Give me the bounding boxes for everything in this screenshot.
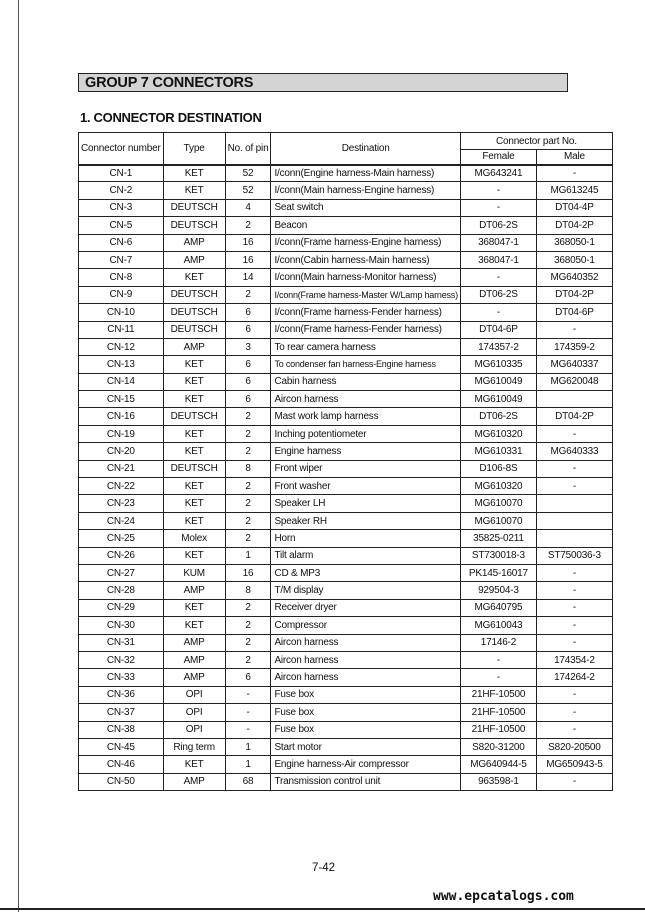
cell-pins: 2 <box>225 408 271 425</box>
cell-destination: To rear camera harness <box>271 338 460 355</box>
cell-male: DT04-2P <box>536 286 612 303</box>
cell-type: KET <box>163 391 225 408</box>
cell-destination: CD & MP3 <box>271 564 460 581</box>
cell-type: KET <box>163 165 225 182</box>
table-row <box>79 721 613 738</box>
cell-connector: CN-30 <box>79 617 164 634</box>
header-part-no: Connector part No. <box>460 133 612 150</box>
cell-destination: Aircon harness <box>271 669 460 686</box>
cell-pins: 16 <box>225 564 271 581</box>
table-row <box>79 686 613 703</box>
cell-female: MG640795 <box>460 599 536 616</box>
cell-female: 368047-1 <box>460 251 536 268</box>
cell-pins: 8 <box>225 460 271 477</box>
cell-male: MG650943-5 <box>536 756 612 773</box>
cell-connector: CN-6 <box>79 234 164 251</box>
cell-male: - <box>536 599 612 616</box>
cell-pins: 2 <box>225 286 271 303</box>
cell-connector: CN-15 <box>79 391 164 408</box>
cell-pins: 6 <box>225 373 271 390</box>
cell-male: - <box>536 478 612 495</box>
cell-type: DEUTSCH <box>163 286 225 303</box>
cell-female: 21HF-10500 <box>460 704 536 721</box>
cell-destination: I/conn(Frame harness-Fender harness) <box>271 321 460 338</box>
cell-female: MG643241 <box>460 165 536 182</box>
cell-destination: Receiver dryer <box>271 599 460 616</box>
header-connector-number: Connector number <box>79 133 164 165</box>
cell-male: MG620048 <box>536 373 612 390</box>
cell-connector: CN-45 <box>79 738 164 755</box>
cell-female: MG610331 <box>460 443 536 460</box>
cell-connector: CN-28 <box>79 582 164 599</box>
table-row <box>79 738 613 755</box>
cell-male: - <box>536 425 612 442</box>
cell-connector: CN-50 <box>79 773 164 790</box>
cell-connector: CN-23 <box>79 495 164 512</box>
cell-destination: Seat switch <box>271 199 460 216</box>
table-row <box>79 234 613 251</box>
cell-connector: CN-25 <box>79 530 164 547</box>
cell-destination: Front washer <box>271 478 460 495</box>
cell-type: OPI <box>163 686 225 703</box>
cell-pins: 2 <box>225 443 271 460</box>
cell-connector: CN-8 <box>79 269 164 286</box>
cell-pins: 6 <box>225 391 271 408</box>
cell-pins: 2 <box>225 634 271 651</box>
cell-type: AMP <box>163 773 225 790</box>
cell-destination: Speaker LH <box>271 495 460 512</box>
cell-type: KET <box>163 269 225 286</box>
cell-pins: 2 <box>225 495 271 512</box>
header-male: Male <box>536 150 612 165</box>
cell-type: AMP <box>163 669 225 686</box>
cell-female: 35825-0211 <box>460 530 536 547</box>
cell-type: Molex <box>163 530 225 547</box>
cell-male: - <box>536 564 612 581</box>
header-no-of-pin: No. of pin <box>225 133 271 165</box>
cell-destination: Aircon harness <box>271 391 460 408</box>
cell-type: AMP <box>163 251 225 268</box>
table-row <box>79 373 613 390</box>
cell-female: 963598-1 <box>460 773 536 790</box>
cell-destination: Compressor <box>271 617 460 634</box>
cell-connector: CN-1 <box>79 165 164 182</box>
connector-table <box>78 132 613 791</box>
cell-connector: CN-12 <box>79 338 164 355</box>
cell-female: 174357-2 <box>460 338 536 355</box>
cell-pins: 68 <box>225 773 271 790</box>
cell-female: 929504-3 <box>460 582 536 599</box>
cell-female: MG610070 <box>460 495 536 512</box>
cell-female: MG610049 <box>460 391 536 408</box>
cell-male: MG640337 <box>536 356 612 373</box>
cell-type: DEUTSCH <box>163 199 225 216</box>
table-row <box>79 704 613 721</box>
cell-type: KET <box>163 512 225 529</box>
cell-type: KET <box>163 182 225 199</box>
cell-destination: Engine harness <box>271 443 460 460</box>
table-row <box>79 165 613 182</box>
cell-male: DT04-2P <box>536 408 612 425</box>
cell-connector: CN-33 <box>79 669 164 686</box>
cell-female: 21HF-10500 <box>460 686 536 703</box>
table-row <box>79 408 613 425</box>
cell-male: - <box>536 721 612 738</box>
cell-male <box>536 495 612 512</box>
cell-type: OPI <box>163 704 225 721</box>
cell-pins: 16 <box>225 234 271 251</box>
cell-connector: CN-46 <box>79 756 164 773</box>
cell-destination: Fuse box <box>271 704 460 721</box>
cell-male: DT04-6P <box>536 304 612 321</box>
cell-destination: Aircon harness <box>271 651 460 668</box>
cell-type: KET <box>163 478 225 495</box>
cell-connector: CN-26 <box>79 547 164 564</box>
cell-connector: CN-19 <box>79 425 164 442</box>
cell-connector: CN-36 <box>79 686 164 703</box>
table-row <box>79 286 613 303</box>
cell-female: 17146-2 <box>460 634 536 651</box>
cell-type: AMP <box>163 234 225 251</box>
cell-male: - <box>536 165 612 182</box>
cell-pins: 2 <box>225 217 271 234</box>
cell-female: - <box>460 269 536 286</box>
cell-type: AMP <box>163 582 225 599</box>
cell-pins: 6 <box>225 321 271 338</box>
table-row <box>79 269 613 286</box>
cell-pins: 6 <box>225 356 271 373</box>
table-row <box>79 669 613 686</box>
cell-female: D106-8S <box>460 460 536 477</box>
table-row <box>79 530 613 547</box>
table-row <box>79 478 613 495</box>
cell-connector: CN-7 <box>79 251 164 268</box>
cell-female: 21HF-10500 <box>460 721 536 738</box>
cell-pins: - <box>225 686 271 703</box>
cell-connector: CN-22 <box>79 478 164 495</box>
cell-destination: I/conn(Main harness-Engine harness) <box>271 182 460 199</box>
table-row <box>79 460 613 477</box>
cell-male: DT04-2P <box>536 217 612 234</box>
cell-destination: Speaker RH <box>271 512 460 529</box>
cell-pins: - <box>225 721 271 738</box>
cell-pins: 16 <box>225 251 271 268</box>
cell-connector: CN-14 <box>79 373 164 390</box>
table-row <box>79 634 613 651</box>
table-row <box>79 391 613 408</box>
table-row <box>79 304 613 321</box>
table-row <box>79 182 613 199</box>
cell-male: MG640333 <box>536 443 612 460</box>
cell-pins: 6 <box>225 669 271 686</box>
cell-male: 174354-2 <box>536 651 612 668</box>
left-margin-line <box>18 0 19 912</box>
cell-male: S820-20500 <box>536 738 612 755</box>
cell-connector: CN-29 <box>79 599 164 616</box>
cell-pins: 2 <box>225 599 271 616</box>
cell-female: DT06-2S <box>460 286 536 303</box>
cell-connector: CN-32 <box>79 651 164 668</box>
cell-male: - <box>536 617 612 634</box>
cell-female: 368047-1 <box>460 234 536 251</box>
cell-type: Ring term <box>163 738 225 755</box>
cell-male <box>536 512 612 529</box>
cell-destination: Tilt alarm <box>271 547 460 564</box>
cell-destination: I/conn(Frame harness-Engine harness) <box>271 234 460 251</box>
table-row <box>79 338 613 355</box>
cell-male: - <box>536 321 612 338</box>
cell-pins: 6 <box>225 304 271 321</box>
cell-pins: 2 <box>225 478 271 495</box>
cell-male: 174264-2 <box>536 669 612 686</box>
cell-pins: 3 <box>225 338 271 355</box>
section-title: 1. CONNECTOR DESTINATION <box>80 110 262 125</box>
cell-type: DEUTSCH <box>163 408 225 425</box>
cell-destination: I/conn(Engine harness-Main harness) <box>271 165 460 182</box>
cell-female: DT04-6P <box>460 321 536 338</box>
cell-connector: CN-37 <box>79 704 164 721</box>
cell-female: MG610070 <box>460 512 536 529</box>
cell-connector: CN-20 <box>79 443 164 460</box>
cell-type: KET <box>163 356 225 373</box>
cell-female: PK145-16017 <box>460 564 536 581</box>
cell-male: ST750036-3 <box>536 547 612 564</box>
cell-type: AMP <box>163 634 225 651</box>
page-number: 7-42 <box>312 862 336 874</box>
cell-male <box>536 530 612 547</box>
table-row <box>79 599 613 616</box>
table-row <box>79 512 613 529</box>
cell-type: KET <box>163 617 225 634</box>
cell-connector: CN-3 <box>79 199 164 216</box>
cell-female: MG610320 <box>460 478 536 495</box>
cell-male: 368050-1 <box>536 234 612 251</box>
table-row <box>79 251 613 268</box>
table-row <box>79 651 613 668</box>
cell-male: - <box>536 686 612 703</box>
cell-pins: - <box>225 704 271 721</box>
table-row <box>79 217 613 234</box>
cell-type: DEUTSCH <box>163 460 225 477</box>
cell-female: MG610049 <box>460 373 536 390</box>
cell-destination: T/M display <box>271 582 460 599</box>
cell-pins: 1 <box>225 738 271 755</box>
table-row <box>79 582 613 599</box>
cell-type: DEUTSCH <box>163 321 225 338</box>
table-row <box>79 756 613 773</box>
table-row <box>79 443 613 460</box>
cell-type: KET <box>163 373 225 390</box>
cell-connector: CN-21 <box>79 460 164 477</box>
cell-type: AMP <box>163 651 225 668</box>
cell-type: DEUTSCH <box>163 217 225 234</box>
table-row <box>79 617 613 634</box>
cell-type: KET <box>163 547 225 564</box>
cell-pins: 52 <box>225 165 271 182</box>
table-row <box>79 564 613 581</box>
cell-female: - <box>460 304 536 321</box>
cell-female: MG640944-5 <box>460 756 536 773</box>
cell-destination: I/conn(Frame harness-Fender harness) <box>271 304 460 321</box>
cell-pins: 2 <box>225 651 271 668</box>
cell-pins: 14 <box>225 269 271 286</box>
cell-male <box>536 391 612 408</box>
cell-type: KUM <box>163 564 225 581</box>
cell-male: - <box>536 773 612 790</box>
table-row <box>79 547 613 564</box>
cell-female: MG610335 <box>460 356 536 373</box>
cell-connector: CN-13 <box>79 356 164 373</box>
cell-male: - <box>536 460 612 477</box>
cell-male: MG613245 <box>536 182 612 199</box>
cell-destination: Start motor <box>271 738 460 755</box>
cell-type: KET <box>163 443 225 460</box>
header-destination: Destination <box>271 133 460 165</box>
cell-female: DT06-2S <box>460 408 536 425</box>
cell-female: - <box>460 182 536 199</box>
table-row <box>79 495 613 512</box>
cell-destination: Aircon harness <box>271 634 460 651</box>
cell-male: - <box>536 582 612 599</box>
cell-connector: CN-24 <box>79 512 164 529</box>
cell-destination: I/conn(Frame harness-Master W/Lamp harness) <box>271 286 460 303</box>
cell-connector: CN-38 <box>79 721 164 738</box>
cell-type: KET <box>163 495 225 512</box>
cell-female: MG610320 <box>460 425 536 442</box>
cell-destination: Beacon <box>271 217 460 234</box>
cell-destination: Front wiper <box>271 460 460 477</box>
cell-pins: 1 <box>225 547 271 564</box>
cell-connector: CN-5 <box>79 217 164 234</box>
cell-destination: Inching potentiometer <box>271 425 460 442</box>
cell-type: KET <box>163 425 225 442</box>
cell-connector: CN-31 <box>79 634 164 651</box>
table-row <box>79 425 613 442</box>
table-row <box>79 199 613 216</box>
cell-type: OPI <box>163 721 225 738</box>
cell-pins: 1 <box>225 756 271 773</box>
cell-connector: CN-9 <box>79 286 164 303</box>
cell-pins: 8 <box>225 582 271 599</box>
cell-male: DT04-4P <box>536 199 612 216</box>
cell-pins: 2 <box>225 425 271 442</box>
cell-connector: CN-10 <box>79 304 164 321</box>
cell-male: 368050-1 <box>536 251 612 268</box>
cell-female: DT06-2S <box>460 217 536 234</box>
cell-destination: Cabin harness <box>271 373 460 390</box>
table-row <box>79 773 613 790</box>
cell-destination: Transmission control unit <box>271 773 460 790</box>
cell-destination: I/conn(Cabin harness-Main harness) <box>271 251 460 268</box>
cell-female: - <box>460 199 536 216</box>
connector-rows <box>79 165 613 791</box>
cell-female: ST730018-3 <box>460 547 536 564</box>
cell-destination: I/conn(Main harness-Monitor harness) <box>271 269 460 286</box>
bottom-rule <box>0 908 645 910</box>
cell-female: - <box>460 651 536 668</box>
cell-type: KET <box>163 599 225 616</box>
cell-destination: Horn <box>271 530 460 547</box>
cell-destination: Engine harness-Air compressor <box>271 756 460 773</box>
cell-male: 174359-2 <box>536 338 612 355</box>
cell-female: MG610043 <box>460 617 536 634</box>
cell-male: MG640352 <box>536 269 612 286</box>
cell-destination: To condenser fan harness-Engine harness <box>271 356 460 373</box>
cell-female: S820-31200 <box>460 738 536 755</box>
cell-destination: Mast work lamp harness <box>271 408 460 425</box>
cell-female: - <box>460 669 536 686</box>
table-row <box>79 356 613 373</box>
header-type: Type <box>163 133 225 165</box>
cell-connector: CN-11 <box>79 321 164 338</box>
header-female: Female <box>460 150 536 165</box>
cell-type: AMP <box>163 338 225 355</box>
cell-connector: CN-27 <box>79 564 164 581</box>
footer-url[interactable]: www.epcatalogs.com <box>433 889 574 904</box>
cell-type: DEUTSCH <box>163 304 225 321</box>
cell-connector: CN-16 <box>79 408 164 425</box>
cell-pins: 2 <box>225 512 271 529</box>
cell-pins: 52 <box>225 182 271 199</box>
cell-destination: Fuse box <box>271 686 460 703</box>
cell-pins: 2 <box>225 617 271 634</box>
cell-male: - <box>536 634 612 651</box>
cell-male: - <box>536 704 612 721</box>
cell-pins: 2 <box>225 530 271 547</box>
cell-connector: CN-2 <box>79 182 164 199</box>
cell-pins: 4 <box>225 199 271 216</box>
cell-destination: Fuse box <box>271 721 460 738</box>
group-header: GROUP 7 CONNECTORS <box>78 73 568 92</box>
table-row <box>79 321 613 338</box>
cell-type: KET <box>163 756 225 773</box>
